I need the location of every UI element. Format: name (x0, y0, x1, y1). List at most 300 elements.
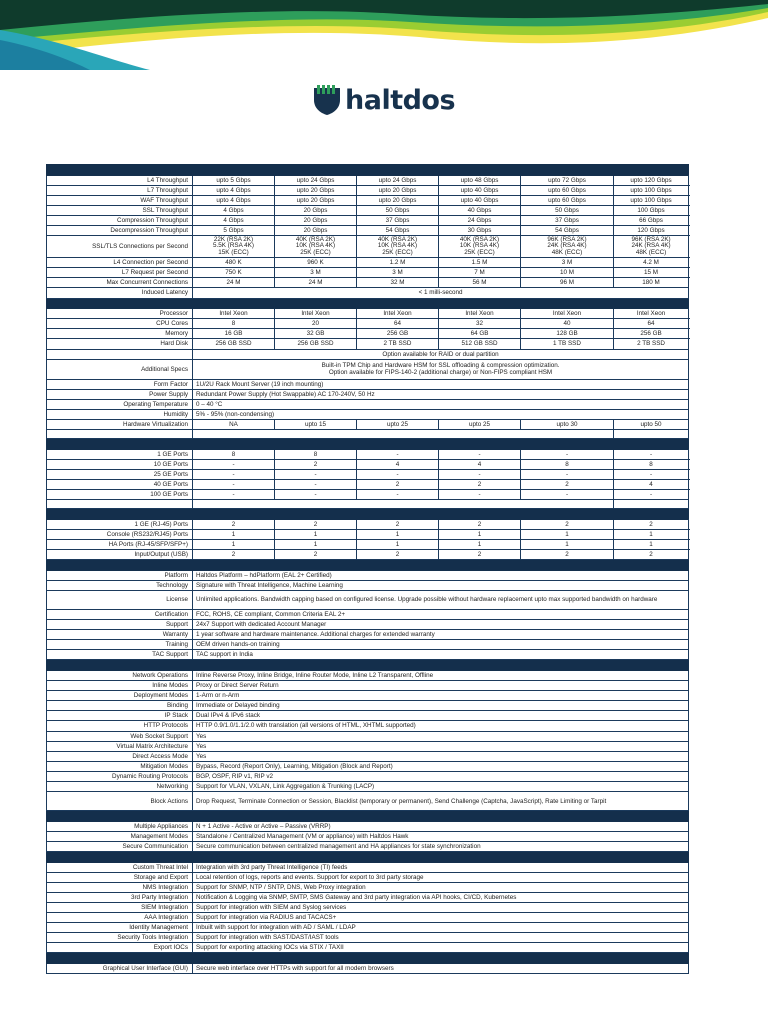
spec-value: 32 (439, 319, 521, 329)
spec-value: 20 Gbps (275, 205, 357, 215)
spec-label: Memory (47, 329, 193, 339)
spec-row (47, 278, 689, 288)
spec-value: 40K (RSA 2K) 10K (RSA 4K) 25K (ECC) (357, 236, 439, 258)
spec-row (47, 691, 689, 701)
spec-value: 1 (193, 529, 275, 539)
spec-row (47, 590, 689, 609)
spec-row (47, 339, 689, 349)
spec-label: Security Tools Integration (47, 933, 193, 943)
spec-table (46, 164, 689, 974)
spec-label: Export IOCs (47, 943, 193, 953)
spec-label: Block Actions (47, 792, 193, 811)
spec-span-value: Option available for RAID or dual partition (193, 349, 689, 359)
spec-value: 96 M (521, 278, 614, 288)
spec-text-value: Local retention of logs, reports and events. Support for export to 3rd party storage (193, 872, 689, 882)
spec-value: 1 (439, 539, 521, 549)
spec-row (47, 923, 689, 933)
spec-text-value: Support for SNMP, NTP / SNTP, DNS, Web Proxy integration (193, 882, 689, 892)
section-header-bar (47, 851, 689, 862)
spec-value: 1 (521, 539, 614, 549)
spec-row (47, 792, 689, 811)
spec-value: 32 M (357, 278, 439, 288)
spec-label: Platform (47, 570, 193, 580)
spec-label: Power Supply (47, 389, 193, 399)
spec-value: NA (193, 419, 275, 429)
spec-value: - (193, 490, 275, 500)
spec-span-value: < 1 milli-second (193, 288, 689, 298)
spec-label: Humidity (47, 409, 193, 419)
spec-row (47, 640, 689, 650)
spec-text-value: Bypass, Record (Report Only), Learning, Mitigation (Block and Report) (193, 761, 689, 771)
spec-label: L7 Throughput (47, 185, 193, 195)
spec-value: 64 GB (439, 329, 521, 339)
spec-label: Input/Output (USB) (47, 550, 193, 560)
spec-label: Warranty (47, 630, 193, 640)
spec-text-value: 5% - 95% (non-condensing) (193, 409, 689, 419)
spec-row (47, 399, 689, 409)
spec-value: 1 TB SSD (521, 339, 614, 349)
spec-row (47, 195, 689, 205)
spec-row (47, 670, 689, 680)
spec-text-value: 24x7 Support with dedicated Account Manager (193, 619, 689, 629)
spec-value: 100 Gbps (614, 205, 689, 215)
spec-label: AAA Integration (47, 913, 193, 923)
spec-value: 256 GB SSD (275, 339, 357, 349)
spec-value: upto 48 Gbps (439, 175, 521, 185)
spec-row (47, 933, 689, 943)
spec-label: 25 GE Ports (47, 469, 193, 479)
spec-row (47, 309, 689, 319)
spec-row (47, 943, 689, 953)
spec-label: Hardware Virtualization (47, 419, 193, 429)
spec-text-value: Yes (193, 741, 689, 751)
spec-text-value: FCC, ROHS, CE compliant, Common Criteria EAL 2+ (193, 609, 689, 619)
spec-row (47, 389, 689, 399)
spec-label: Training (47, 640, 193, 650)
spec-label: 1 GE (RJ-45) Ports (47, 519, 193, 529)
spec-label: Inline Modes (47, 681, 193, 691)
spec-text-value: N + 1 Active - Active or Active – Passive (VRRP) (193, 821, 689, 831)
section-header-cell (47, 165, 689, 176)
spec-text-value: TAC support in India (193, 650, 689, 660)
spec-text-value: Secure web interface over HTTPs with support for all modern browsers (193, 963, 689, 973)
spec-text-value: Support for integration via RADIUS and TACACS+ (193, 913, 689, 923)
section-header-cell (47, 660, 689, 671)
spec-value: 40 (521, 319, 614, 329)
spec-value: 4 (614, 479, 689, 489)
section-header-cell (47, 811, 689, 822)
spec-row (47, 781, 689, 791)
spec-row (47, 359, 689, 379)
spec-row (47, 258, 689, 268)
spec-text-value: Yes (193, 731, 689, 741)
spec-text-value: Integration with 3rd party Threat Intelligence (TI) feeds (193, 862, 689, 872)
spec-value: upto 50 (614, 419, 689, 429)
spec-value: upto 20 Gbps (275, 195, 357, 205)
section-header-bar (47, 560, 689, 571)
spec-label: Networking (47, 781, 193, 791)
spec-row (47, 529, 689, 539)
spec-text-value: 1 year software and hardware maintenance. Additional charges for extended warranty (193, 630, 689, 640)
spec-label: CPU Cores (47, 319, 193, 329)
spec-label: Mitigation Modes (47, 761, 193, 771)
spec-label: SSL Throughput (47, 205, 193, 215)
spec-row (47, 349, 689, 359)
spec-row (47, 539, 689, 549)
spec-row (47, 862, 689, 872)
spec-label: Graphical User Interface (GUI) (47, 963, 193, 973)
spec-value: Intel Xeon (521, 309, 614, 319)
spec-text-value: OEM driven hands-on training (193, 640, 689, 650)
spec-value: 1 (275, 539, 357, 549)
section-header-bar (47, 509, 689, 520)
spec-text-value: Drop Request, Terminate Connection or Session, Blacklist (temporary or permanent), Send Challenge (Captcha, JavaScript), Rate Limiting or Tarpit (193, 792, 689, 811)
section-header-bar (47, 660, 689, 671)
spec-value: upto 4 Gbps (193, 195, 275, 205)
spec-value: 120 Gbps (614, 226, 689, 236)
spec-row (47, 215, 689, 225)
spec-row (47, 751, 689, 761)
spec-value: 2 TB SSD (357, 339, 439, 349)
spec-value: 2 (193, 550, 275, 560)
spec-text-value: Signature with Threat Intelligence, Machine Learning (193, 580, 689, 590)
spec-value: 5 Gbps (193, 226, 275, 236)
spec-row (47, 469, 689, 479)
spec-label: HTTP Protocols (47, 721, 193, 731)
spec-value: 40K (RSA 2K) 10K (RSA 4K) 25K (ECC) (439, 236, 521, 258)
spec-value: 128 GB (521, 329, 614, 339)
spec-value: Intel Xeon (614, 309, 689, 319)
spec-text-value: Support for VLAN, VXLAN, Link Aggregation & Trunking (LACP) (193, 781, 689, 791)
spec-value: upto 25 (357, 419, 439, 429)
spec-row (47, 379, 689, 389)
spec-value: upto 100 Gbps (614, 185, 689, 195)
spec-value: 4 Gbps (193, 205, 275, 215)
spec-value: 24 M (275, 278, 357, 288)
spec-value: 2 TB SSD (614, 339, 689, 349)
spec-row (47, 841, 689, 851)
spec-value: - (521, 449, 614, 459)
spec-value: - (439, 490, 521, 500)
spec-text-value: Inbuilt with support for integration with AD / SAML / LDAP (193, 923, 689, 933)
spec-row (47, 892, 689, 902)
spec-value: upto 25 (439, 419, 521, 429)
spec-label: Decompression Throughput (47, 226, 193, 236)
spec-value: 1 (357, 539, 439, 549)
spec-row (47, 711, 689, 721)
spec-label: L7 Request per Second (47, 268, 193, 278)
spec-row (47, 771, 689, 781)
spec-value: 7 M (439, 268, 521, 278)
spec-value: 8 (614, 459, 689, 469)
spec-label: Operating Temperature (47, 399, 193, 409)
spec-value: 15 M (614, 268, 689, 278)
spec-label: Management Modes (47, 831, 193, 841)
spec-value: - (193, 479, 275, 489)
spec-label: Direct Access Mode (47, 751, 193, 761)
spec-value: upto 5 Gbps (193, 175, 275, 185)
spec-text-value: Inline Reverse Proxy, Inline Bridge, Inline Router Mode, Inline L2 Transparent, Offline (193, 670, 689, 680)
spec-label: 10 GE Ports (47, 459, 193, 469)
spec-value: upto 15 (275, 419, 357, 429)
spec-value: upto 120 Gbps (614, 175, 689, 185)
spec-text-value: Unlimited applications. Bandwidth capping based on configured license. Upgrade possible without hardware replacement upto max supported bandwidth on hardware (193, 590, 689, 609)
spec-label: Deployment Modes (47, 691, 193, 701)
spec-value: 2 (357, 550, 439, 560)
spec-row (47, 459, 689, 469)
spec-value: 1 (357, 529, 439, 539)
spec-row (47, 580, 689, 590)
spec-label: Technology (47, 580, 193, 590)
spec-text-value: Standalone / Centralized Management (VM or appliance) with Haltdos Hawk (193, 831, 689, 841)
spec-row (47, 619, 689, 629)
blank-row (47, 430, 689, 439)
spec-value: - (275, 479, 357, 489)
spec-row (47, 609, 689, 619)
spec-value: 2 (614, 550, 689, 560)
spec-row (47, 236, 689, 258)
blank-cell (193, 430, 614, 439)
spec-row (47, 902, 689, 912)
spec-value: upto 100 Gbps (614, 195, 689, 205)
spec-row (47, 205, 689, 215)
spec-label: Console (RS232/RJ45) Ports (47, 529, 193, 539)
spec-value: 4.2 M (614, 258, 689, 268)
spec-value: - (357, 469, 439, 479)
spec-text-value: Proxy or Direct Server Return (193, 681, 689, 691)
spec-text-value: Immediate or Delayed binding (193, 701, 689, 711)
spec-value: 1.2 M (357, 258, 439, 268)
spec-value: 2 (193, 519, 275, 529)
section-header-bar (47, 811, 689, 822)
spec-value: 8 (275, 449, 357, 459)
spec-label: Form Factor (47, 379, 193, 389)
spec-value: 10 M (521, 268, 614, 278)
spec-value: Intel Xeon (439, 309, 521, 319)
spec-value: 8 (521, 459, 614, 469)
spec-value: upto 72 Gbps (521, 175, 614, 185)
spec-value: Intel Xeon (275, 309, 357, 319)
section-header-bar (47, 298, 689, 309)
spec-value: 2 (357, 479, 439, 489)
spec-value: 1.5 M (439, 258, 521, 268)
spec-row (47, 913, 689, 923)
spec-label: NMS Integration (47, 882, 193, 892)
spec-row (47, 882, 689, 892)
spec-row (47, 681, 689, 691)
spec-value: 8 (193, 449, 275, 459)
spec-value: 54 Gbps (521, 226, 614, 236)
spec-row (47, 268, 689, 278)
spec-value: 4 (357, 459, 439, 469)
spec-value: 2 (521, 550, 614, 560)
spec-row (47, 721, 689, 731)
spec-value: 2 (439, 519, 521, 529)
section-header-cell (47, 509, 689, 520)
spec-text-value: Dual IPv4 & IPv6 stack (193, 711, 689, 721)
spec-value: Intel Xeon (193, 309, 275, 319)
spec-row (47, 288, 689, 298)
spec-value: 2 (357, 519, 439, 529)
spec-value: 4 (439, 459, 521, 469)
spec-value: 66 Gbps (614, 215, 689, 225)
spec-row (47, 519, 689, 529)
spec-label: Web Socket Support (47, 731, 193, 741)
spec-value: 20 (275, 319, 357, 329)
spec-label: Hard Disk (47, 339, 193, 349)
spec-value: 1 (614, 529, 689, 539)
spec-text-value: 0 – 40 °C (193, 399, 689, 409)
spec-label: Identity Management (47, 923, 193, 933)
blank-cell (193, 500, 614, 509)
spec-value: 512 GB SSD (439, 339, 521, 349)
spec-value: 2 (521, 519, 614, 529)
spec-row (47, 319, 689, 329)
spec-label: SIEM Integration (47, 902, 193, 912)
spec-label: Custom Threat Intel (47, 862, 193, 872)
spec-value: - (521, 469, 614, 479)
spec-value: 20 Gbps (275, 215, 357, 225)
spec-label: Induced Latency (47, 288, 193, 298)
spec-value: upto 24 Gbps (275, 175, 357, 185)
spec-label: 100 GE Ports (47, 490, 193, 500)
spec-value: upto 40 Gbps (439, 185, 521, 195)
spec-value: 96K (RSA 2K) 24K (RSA 4K) 48K (ECC) (614, 236, 689, 258)
spec-value: - (357, 449, 439, 459)
spec-value: 1 (439, 529, 521, 539)
spec-value: 3 M (521, 258, 614, 268)
spec-label: 3rd Party Integration (47, 892, 193, 902)
spec-text-value: Support for integration with SIEM and Syslog services (193, 902, 689, 912)
spec-label: Multiple Appliances (47, 821, 193, 831)
spec-value: 56 M (439, 278, 521, 288)
spec-row (47, 731, 689, 741)
spec-row (47, 963, 689, 973)
blank-cell (47, 430, 193, 439)
blank-cell (614, 430, 689, 439)
section-header-bar (47, 165, 689, 176)
spec-label: Max Concurrent Connections (47, 278, 193, 288)
spec-value: 960 K (275, 258, 357, 268)
spec-value: 750 K (193, 268, 275, 278)
spec-label: Processor (47, 309, 193, 319)
spec-value: 64 (614, 319, 689, 329)
spec-row (47, 226, 689, 236)
spec-value: 30 Gbps (439, 226, 521, 236)
spec-value: 1 (275, 529, 357, 539)
spec-row (47, 419, 689, 429)
spec-value: - (521, 490, 614, 500)
spec-value: 50 Gbps (521, 205, 614, 215)
spec-label: Storage and Export (47, 872, 193, 882)
spec-value: 16 GB (193, 329, 275, 339)
spec-value: 2 (614, 519, 689, 529)
spec-value: upto 30 (521, 419, 614, 429)
spec-value: 180 M (614, 278, 689, 288)
spec-value: 256 GB SSD (193, 339, 275, 349)
spec-row (47, 831, 689, 841)
spec-value: 22K (RSA 2K) 5.5K (RSA 4K) 15K (ECC) (193, 236, 275, 258)
spec-label: IP Stack (47, 711, 193, 721)
spec-value: 2 (275, 519, 357, 529)
spec-value: Intel Xeon (357, 309, 439, 319)
spec-text-value: Notification & Logging via SNMP, SMTP, SMS Gateway and 3rd party integration via API hooks, CI/CD, Kubernetes (193, 892, 689, 902)
spec-row (47, 821, 689, 831)
spec-value: 256 GB (614, 329, 689, 339)
spec-label: Binding (47, 701, 193, 711)
spec-value: 40 Gbps (439, 205, 521, 215)
spec-label: Network Operations (47, 670, 193, 680)
spec-value: 2 (275, 459, 357, 469)
spec-label: Additional Specs (47, 359, 193, 379)
spec-text-value: Secure communication between centralized management and HA appliances for state synchronization (193, 841, 689, 851)
spec-value: - (439, 449, 521, 459)
spec-label: Certification (47, 609, 193, 619)
spec-label: WAF Throughput (47, 195, 193, 205)
section-header-bar (47, 953, 689, 964)
section-header-cell (47, 560, 689, 571)
section-header-cell (47, 953, 689, 964)
spec-value: 2 (521, 479, 614, 489)
spec-text-value: Haltdos Platform – hdPlatform (EAL 2+ Certified) (193, 570, 689, 580)
spec-value: upto 20 Gbps (357, 185, 439, 195)
brand-name: haltdos (345, 84, 456, 116)
spec-value: 256 GB (357, 329, 439, 339)
spec-row (47, 185, 689, 195)
spec-value: - (275, 490, 357, 500)
spec-label: Dynamic Routing Protocols (47, 771, 193, 781)
spec-row (47, 761, 689, 771)
spec-value: 64 (357, 319, 439, 329)
spec-text-value: HTTP 0.9/1.0/1.1/2.0 with translation (all versions of HTML, XHTML supported) (193, 721, 689, 731)
spec-row (47, 570, 689, 580)
spec-row (47, 650, 689, 660)
spec-label: Support (47, 619, 193, 629)
section-header-bar (47, 439, 689, 450)
spec-value: - (439, 469, 521, 479)
spec-value: 50 Gbps (357, 205, 439, 215)
spec-value: - (275, 469, 357, 479)
spec-value: - (614, 490, 689, 500)
spec-row (47, 329, 689, 339)
spec-row (47, 630, 689, 640)
spec-row (47, 741, 689, 751)
section-header-cell (47, 851, 689, 862)
section-header-cell (47, 439, 689, 450)
spec-label: TAC Support (47, 650, 193, 660)
spec-value: upto 20 Gbps (357, 195, 439, 205)
blank-cell (47, 500, 193, 509)
spec-row (47, 490, 689, 500)
spec-label: HA Ports (RJ-45/SFP/SFP+) (47, 539, 193, 549)
spec-text-value: Support for exporting attacking IOCs via STIX / TAXII (193, 943, 689, 953)
spec-label: Secure Communication (47, 841, 193, 851)
spec-value: - (357, 490, 439, 500)
spec-value: 8 (193, 319, 275, 329)
spec-label: 40 GE Ports (47, 479, 193, 489)
spec-value: - (193, 469, 275, 479)
spec-text-value: 1-Arm or n-Arm (193, 691, 689, 701)
spec-value: 40K (RSA 2K) 10K (RSA 4K) 25K (ECC) (275, 236, 357, 258)
spec-value: - (193, 459, 275, 469)
spec-value: 96K (RSA 2K) 24K (RSA 4K) 48K (ECC) (521, 236, 614, 258)
spec-label: 1 GE Ports (47, 449, 193, 459)
spec-value: 2 (275, 550, 357, 560)
spec-value: 3 M (357, 268, 439, 278)
spec-label: Virtual Matrix Architecture (47, 741, 193, 751)
spec-text-value: Yes (193, 751, 689, 761)
blank-cell (614, 500, 689, 509)
